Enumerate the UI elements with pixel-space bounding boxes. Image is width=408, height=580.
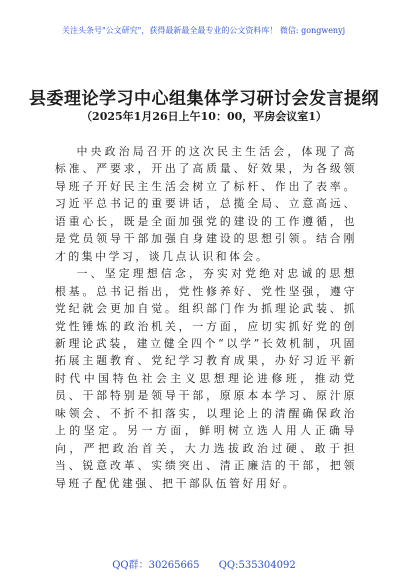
document-subtitle: （2025年1月26日上午10：00，平房会议室1） [81,110,327,123]
footer-qq: QQ:535304092 [218,560,296,571]
document-body [55,143,357,492]
footer-qq-group: QQ群：30265665 [112,560,200,571]
document-title: 县委理论学习中心组集体学习研讨会发言提纲 [29,89,379,109]
paragraph-section-one: 一、坚定理想信念，夯实对党绝对忠诚的思想根基。总书记指出，党性修养好、党性坚强，遵守党纪就会更加自觉。组织部门作为抓理论武装、抓党性锤炼的政治机关，一方面，应切实抓好党的创新理论武装，建立健全四个“以学”长效机制，巩固拓展主题教育、党纪学习教育成果，办好习近平新时代中国特色社会主义思想理论进修班，推动党员、干部特别是领导干部，原原本本学习、原汁原味领会、不折不扣落实，以理论上的清醒确保政治上的坚定。另一方面，鲜明树立选人用人正确导向，严把政治首关，大力选拔政治过硬、敢于担当、锐意改革、实绩突出、清正廉洁的干部，把领导班子配优建强、把干部队伍管好用好。 [55,267,357,490]
header-note: 关注头条号"公文研究"，获得最新最全最专业的公文资料库！ 微信: gongwenyj [62,26,346,35]
paragraph-intro: 中央政治局召开的这次民主生活会，体现了高标准、严要求，开出了高质量、好效果，为各级领导班子开好民主生活会树立了标杆、作出了表率。习近平总书记的重要讲话，总揽全局、立意高远、语重心长，既是全面加强党的建设的工作遵循，也是党员领导干部加强自身建设的思想引领。结合刚才的集中学习，谈几点认识和体会。 [55,145,357,263]
footer [0,556,408,571]
